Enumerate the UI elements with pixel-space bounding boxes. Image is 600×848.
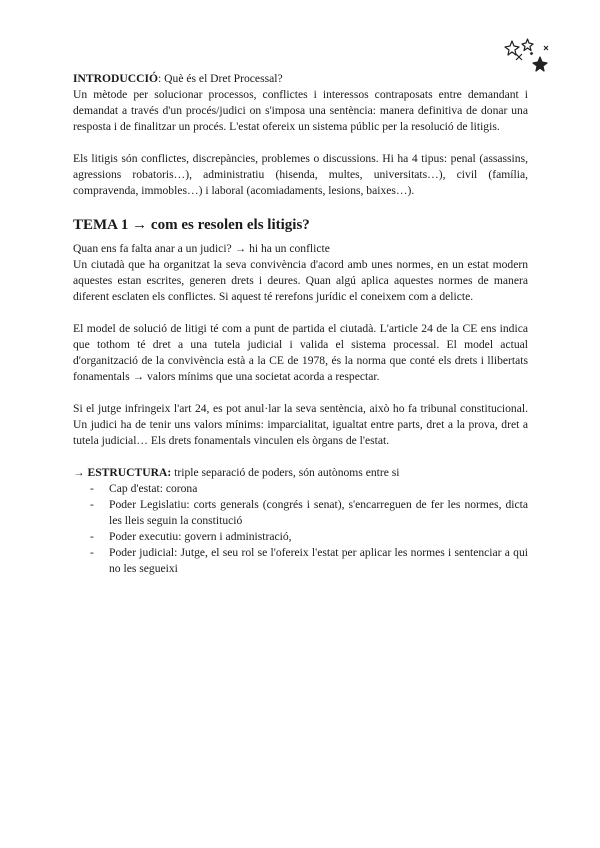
document-body	[73, 71, 528, 577]
tema1-subtitle: Quan ens fa falta anar a un judici? → hi ha un conflicte	[73, 242, 330, 255]
list-dash: -	[90, 498, 94, 511]
list-item-text: Cap d'estat: corona	[109, 482, 198, 495]
list-item	[90, 545, 528, 577]
tema1-paragraph-2: El model de solució de litigi té com a punt de partida el ciutadà. L'article 24 de la CE ens indica que tothom té dret a una tutela judicial i valida el sistema processal. El model actual d'organització de la convivència està a la CE de 1978, és la norma que conté els drets i llibertats fonamentals → valors mínims que una societat acorda a respectar.	[73, 322, 528, 383]
estructura-arrow: →	[73, 466, 88, 479]
list-item-text: Poder executiu: govern i administració,	[109, 530, 292, 543]
estructura-label: ESTRUCTURA:	[87, 466, 172, 479]
list-item	[90, 481, 528, 497]
intro-heading	[73, 71, 528, 87]
list-dash: -	[90, 482, 94, 495]
list-item-text: Poder judicial: Jutge, el seu rol se l'ofereix l'estat per aplicar les normes i sentenciar a qui no les segueixi	[109, 546, 528, 575]
tema1-heading: TEMA 1 → com es resolen els litigis?	[73, 217, 310, 233]
intro-paragraph-2: Els litigis són conflictes, discrepàncies, problemes o discussions. Hi ha 4 tipus: penal (assassins, agressions robatoris…), administratiu (hisenda, multes, universitats…), civil (família, compravenda, immobles…) i laboral (acomiadaments, lesions, baixes…).	[73, 152, 528, 197]
stars-doodle-icon	[500, 36, 552, 76]
list-item	[90, 497, 528, 529]
intro-paragraph-1: Un mètode per solucionar processos, conflictes i interessos contraposats entre demandant i demandat a través d'un procés/judici on s'imposa una sentència: manera definitiva de donar una resposta i de finalitzar un procés. L'estat ofereix un sistema públic per la resolució de litigis.	[73, 88, 528, 133]
intro-heading-rest: : Què és el Dret Processal?	[158, 72, 283, 85]
estructura-rest: triple separació de poders, són autònoms entre si	[171, 466, 400, 479]
list-dash: -	[90, 530, 94, 543]
tema1-paragraph-1: Un ciutadà que ha organitzat la seva convivència d'acord amb unes normes, en un estat modern aquestes estan escrites, generen drets i deures. Quan algú aplica aquestes normes de manera diferent esclaten els conflictes. Si aquest té rerefons jurídic el coneixem com a delicte.	[73, 258, 528, 303]
list-dash: -	[90, 546, 94, 559]
list-item-text: Poder Legislatiu: corts generals (congrés i senat), s'encarreguen de fer les normes, dicta les lleis seguin la constitució	[109, 498, 528, 527]
estructura-list	[73, 481, 528, 577]
estructura-heading	[73, 465, 528, 481]
list-item	[90, 529, 528, 545]
intro-heading-label: INTRODUCCIÓ	[73, 72, 159, 85]
tema1-paragraph-3: Si el jutge infringeix l'art 24, es pot anul·lar la seva sentència, això ho fa tribunal constitucional. Un judici ha de tenir uns valors mínims: imparcialitat, igualtat entre parts, dret a la prova, dret a tutela judicial… Els drets fonamentals vinculen els òrgans de l'estat.	[73, 402, 528, 447]
